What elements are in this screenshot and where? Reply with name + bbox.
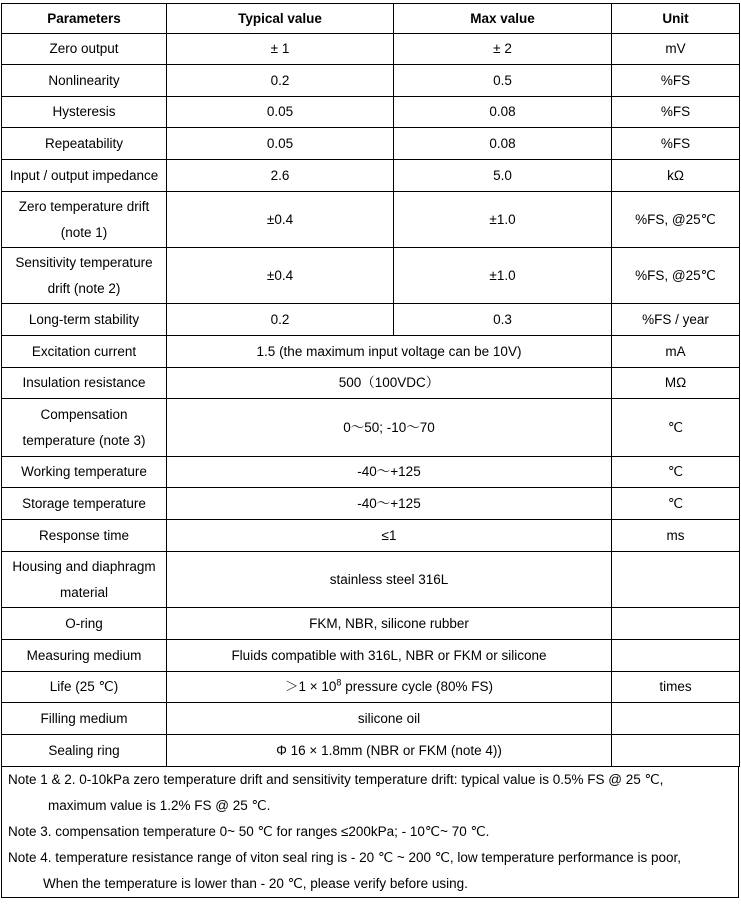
unit-cell: %FS xyxy=(612,97,740,128)
table-row xyxy=(2,128,740,160)
param-line-1: Compensation xyxy=(40,406,128,422)
param-cell: Hysteresis xyxy=(2,97,167,128)
max-cell: 5.0 xyxy=(394,160,612,192)
header-typical: Typical value xyxy=(167,4,394,34)
param-cell: Measuring medium xyxy=(2,640,167,672)
value-cell: -40～+125 xyxy=(167,488,612,520)
value-cell: Fluids compatible with 316L, NBR or FKM or silicone xyxy=(167,640,612,672)
life-value-prefix: ＞1 × 10 xyxy=(285,679,337,694)
max-cell: ± 2 xyxy=(394,34,612,65)
unit-cell: MΩ xyxy=(612,368,740,399)
value-cell: 1.5 (the maximum input voltage can be 10V) xyxy=(167,336,612,368)
header-row xyxy=(2,4,740,34)
param-line-2: drift (note 2) xyxy=(47,280,121,296)
unit-cell: mV xyxy=(612,34,740,65)
table-row xyxy=(2,65,740,97)
note-3: Note 3. compensation temperature 0~ 50 ℃ for ranges ≤200kPa; - 10℃~ 70 ℃. xyxy=(8,824,490,839)
table-row xyxy=(2,336,740,368)
typical-cell: 0.05 xyxy=(167,97,394,128)
table-row xyxy=(2,248,740,304)
unit-cell xyxy=(612,735,740,767)
table-row xyxy=(2,399,740,457)
table-row xyxy=(2,552,740,608)
unit-cell: %FS xyxy=(612,128,740,160)
param-cell: Input / output impedance xyxy=(2,160,167,192)
typical-cell: ± 1 xyxy=(167,34,394,65)
table-row xyxy=(2,735,740,767)
typical-cell: 0.2 xyxy=(167,304,394,336)
param-cell xyxy=(2,248,167,304)
param-line-2: material xyxy=(59,584,108,600)
unit-cell: %FS xyxy=(612,65,740,97)
typical-cell: ±0.4 xyxy=(167,192,394,248)
table-row xyxy=(2,192,740,248)
table-row xyxy=(2,34,740,65)
param-cell xyxy=(2,399,167,457)
param-line-1: Sensitivity temperature xyxy=(15,254,153,270)
header-max: Max value xyxy=(394,4,612,34)
param-cell: Nonlinearity xyxy=(2,65,167,97)
spec-sheet xyxy=(1,3,739,898)
unit-cell xyxy=(612,703,740,735)
table-row xyxy=(2,703,740,735)
typical-cell: ±0.4 xyxy=(167,248,394,304)
unit-cell: mA xyxy=(612,336,740,368)
unit-cell xyxy=(612,552,740,608)
max-cell: ±1.0 xyxy=(394,192,612,248)
table-row xyxy=(2,457,740,488)
param-cell: Life (25 ℃) xyxy=(2,672,167,703)
param-cell: Response time xyxy=(2,520,167,552)
note-4-line-1: Note 4. temperature resistance range of viton seal ring is - 20 ℃ ~ 200 ℃, low temperature performance is poor, xyxy=(8,850,682,865)
param-cell: Insulation resistance xyxy=(2,368,167,399)
notes-section xyxy=(1,767,739,898)
typical-cell: 2.6 xyxy=(167,160,394,192)
note-1-line-1: Note 1 & 2. 0-10kPa zero temperature drift and sensitivity temperature drift: typical value is 0.5% FS @ 25 ℃, xyxy=(8,772,664,787)
unit-cell: kΩ xyxy=(612,160,740,192)
max-cell: 0.5 xyxy=(394,65,612,97)
param-cell: Storage temperature xyxy=(2,488,167,520)
param-cell: O-ring xyxy=(2,608,167,640)
param-cell: Sealing ring xyxy=(2,735,167,767)
table-row xyxy=(2,304,740,336)
param-line-2: temperature (note 3) xyxy=(22,432,146,448)
param-line-1: Housing and diaphragm xyxy=(12,558,156,574)
param-cell xyxy=(2,192,167,248)
param-cell: Long-term stability xyxy=(2,304,167,336)
value-cell: stainless steel 316L xyxy=(167,552,612,608)
value-cell: Φ 16 × 1.8mm (NBR or FKM (note 4)) xyxy=(167,735,612,767)
table-row xyxy=(2,608,740,640)
table-row xyxy=(2,672,740,703)
table-row xyxy=(2,520,740,552)
unit-cell: ℃ xyxy=(612,457,740,488)
value-cell xyxy=(167,672,612,703)
table-row xyxy=(2,488,740,520)
max-cell: 0.3 xyxy=(394,304,612,336)
note-1-line-2: maximum value is 1.2% FS @ 25 ℃. xyxy=(48,798,271,813)
max-cell: 0.08 xyxy=(394,128,612,160)
value-cell: silicone oil xyxy=(167,703,612,735)
unit-cell: %FS, @25℃ xyxy=(612,248,740,304)
param-line-1: Zero temperature drift xyxy=(18,198,150,214)
unit-cell: times xyxy=(612,672,740,703)
param-cell: Repeatability xyxy=(2,128,167,160)
unit-cell: ℃ xyxy=(612,399,740,457)
unit-cell: %FS / year xyxy=(612,304,740,336)
typical-cell: 0.2 xyxy=(167,65,394,97)
value-cell: 500（100VDC） xyxy=(167,368,612,399)
header-unit: Unit xyxy=(612,4,740,34)
unit-cell xyxy=(612,608,740,640)
unit-cell: ms xyxy=(612,520,740,552)
param-cell: Zero output xyxy=(2,34,167,65)
table-row xyxy=(2,97,740,128)
value-cell: ≤1 xyxy=(167,520,612,552)
life-value-exponent: 8 xyxy=(336,677,342,688)
unit-cell: ℃ xyxy=(612,488,740,520)
note-4-line-2: When the temperature is lower than - 20 ℃, please verify before using. xyxy=(43,876,468,891)
life-value-suffix: pressure cycle (80% FS) xyxy=(341,679,493,694)
param-cell xyxy=(2,552,167,608)
max-cell: ±1.0 xyxy=(394,248,612,304)
unit-cell: %FS, @25℃ xyxy=(612,192,740,248)
unit-cell xyxy=(612,640,740,672)
param-cell: Filling medium xyxy=(2,703,167,735)
table-row xyxy=(2,368,740,399)
value-cell: 0～50; -10～70 xyxy=(167,399,612,457)
param-cell: Working temperature xyxy=(2,457,167,488)
param-cell: Excitation current xyxy=(2,336,167,368)
spec-table xyxy=(1,3,740,767)
table-row xyxy=(2,640,740,672)
header-parameters: Parameters xyxy=(2,4,167,34)
typical-cell: 0.05 xyxy=(167,128,394,160)
table-row xyxy=(2,160,740,192)
max-cell: 0.08 xyxy=(394,97,612,128)
param-line-2: (note 1) xyxy=(60,224,108,240)
value-cell: -40～+125 xyxy=(167,457,612,488)
value-cell: FKM, NBR, silicone rubber xyxy=(167,608,612,640)
